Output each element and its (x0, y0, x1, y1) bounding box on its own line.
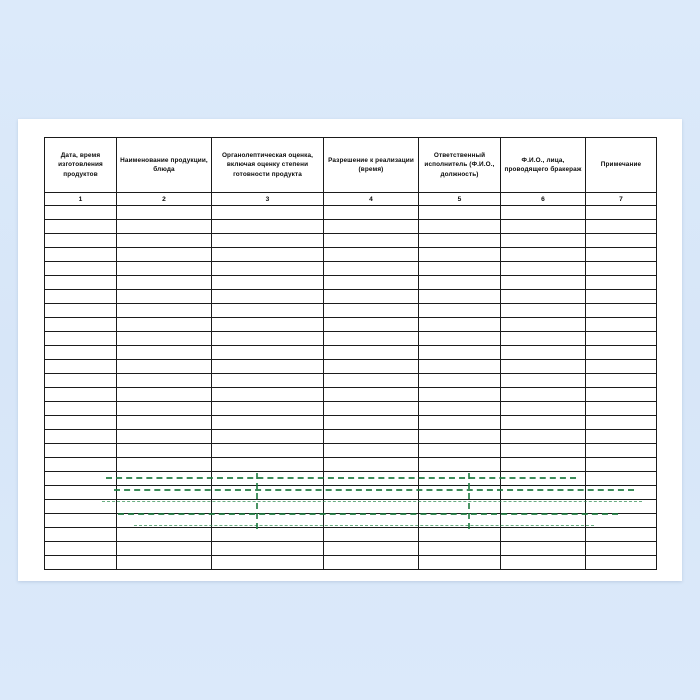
table-row[interactable] (45, 332, 657, 346)
table-cell[interactable] (419, 304, 501, 318)
table-row[interactable] (45, 234, 657, 248)
table-cell[interactable] (117, 262, 212, 276)
table-cell[interactable] (45, 556, 117, 570)
table-row[interactable] (45, 290, 657, 304)
table-cell[interactable] (45, 514, 117, 528)
column-header-7: Примечание (586, 138, 657, 193)
table-number-row (45, 193, 657, 206)
column-header-4: Разрешение к реализации (время) (324, 138, 419, 193)
table-cell[interactable] (117, 234, 212, 248)
table-cell[interactable] (419, 332, 501, 346)
table-row[interactable] (45, 430, 657, 444)
table-cell[interactable] (117, 220, 212, 234)
table-cell[interactable] (586, 304, 657, 318)
table-cell[interactable] (324, 458, 419, 472)
table-cell[interactable] (45, 346, 117, 360)
column-header-5: Ответственный исполнитель (Ф.И.О., должность) (419, 138, 501, 193)
table-cell[interactable] (501, 276, 586, 290)
table-cell[interactable] (419, 430, 501, 444)
table-cell[interactable] (324, 444, 419, 458)
table-cell[interactable] (117, 486, 212, 500)
column-header-1: Дата, время изготовления продуктов (45, 138, 117, 193)
table-cell[interactable] (419, 220, 501, 234)
table-cell[interactable] (501, 262, 586, 276)
table-cell[interactable] (117, 374, 212, 388)
table-cell[interactable] (212, 346, 324, 360)
table-cell[interactable] (117, 346, 212, 360)
table-cell[interactable] (212, 290, 324, 304)
journal-table-wrapper (44, 137, 656, 563)
table-cell[interactable] (324, 234, 419, 248)
column-number-5: 5 (419, 193, 501, 206)
table-cell[interactable] (586, 332, 657, 346)
table-cell[interactable] (117, 206, 212, 220)
table-cell[interactable] (501, 346, 586, 360)
table-cell[interactable] (45, 304, 117, 318)
table-cell[interactable] (501, 472, 586, 486)
table-cell[interactable] (212, 430, 324, 444)
table-row[interactable] (45, 500, 657, 514)
table-cell[interactable] (419, 248, 501, 262)
table-cell[interactable] (324, 332, 419, 346)
table-cell[interactable] (212, 458, 324, 472)
table-cell[interactable] (324, 304, 419, 318)
table-cell[interactable] (324, 346, 419, 360)
table-cell[interactable] (45, 276, 117, 290)
table-row[interactable] (45, 388, 657, 402)
table-cell[interactable] (586, 234, 657, 248)
table-cell[interactable] (501, 402, 586, 416)
table-cell[interactable] (501, 444, 586, 458)
table-row[interactable] (45, 346, 657, 360)
table-cell[interactable] (586, 248, 657, 262)
table-row[interactable] (45, 458, 657, 472)
table-cell[interactable] (324, 528, 419, 542)
table-cell[interactable] (501, 206, 586, 220)
table-cell[interactable] (117, 332, 212, 346)
table-cell[interactable] (586, 402, 657, 416)
table-cell[interactable] (212, 556, 324, 570)
table-cell[interactable] (324, 220, 419, 234)
table-cell[interactable] (586, 206, 657, 220)
table-cell[interactable] (212, 416, 324, 430)
table-cell[interactable] (586, 318, 657, 332)
table-cell[interactable] (586, 556, 657, 570)
table-cell[interactable] (419, 556, 501, 570)
table-cell[interactable] (117, 318, 212, 332)
table-cell[interactable] (212, 374, 324, 388)
table-cell[interactable] (586, 486, 657, 500)
table-cell[interactable] (212, 276, 324, 290)
column-number-6: 6 (501, 193, 586, 206)
table-cell[interactable] (419, 528, 501, 542)
table-cell[interactable] (501, 500, 586, 514)
table-cell[interactable] (501, 332, 586, 346)
table-cell[interactable] (45, 486, 117, 500)
table-cell[interactable] (117, 458, 212, 472)
table-cell[interactable] (324, 556, 419, 570)
table-cell[interactable] (586, 220, 657, 234)
table-cell[interactable] (419, 514, 501, 528)
table-cell[interactable] (419, 458, 501, 472)
table-cell[interactable] (45, 234, 117, 248)
table-cell[interactable] (212, 220, 324, 234)
table-cell[interactable] (419, 234, 501, 248)
table-cell[interactable] (212, 234, 324, 248)
table-cell[interactable] (117, 556, 212, 570)
table-cell[interactable] (212, 332, 324, 346)
table-row[interactable] (45, 528, 657, 542)
table-cell[interactable] (419, 402, 501, 416)
table-row[interactable] (45, 486, 657, 500)
table-cell[interactable] (419, 346, 501, 360)
table-cell[interactable] (212, 486, 324, 500)
table-cell[interactable] (117, 304, 212, 318)
column-number-2: 2 (117, 193, 212, 206)
table-cell[interactable] (45, 262, 117, 276)
table-cell[interactable] (117, 402, 212, 416)
table-cell[interactable] (586, 360, 657, 374)
table-cell[interactable] (586, 346, 657, 360)
table-cell[interactable] (419, 318, 501, 332)
table-cell[interactable] (324, 360, 419, 374)
table-cell[interactable] (324, 318, 419, 332)
table-cell[interactable] (45, 332, 117, 346)
table-cell[interactable] (324, 486, 419, 500)
table-cell[interactable] (501, 290, 586, 304)
table-cell[interactable] (586, 514, 657, 528)
table-cell[interactable] (212, 444, 324, 458)
table-cell[interactable] (212, 318, 324, 332)
document-sheet (18, 119, 682, 581)
table-row[interactable] (45, 248, 657, 262)
table-cell[interactable] (212, 206, 324, 220)
table-row[interactable] (45, 402, 657, 416)
table-cell[interactable] (45, 472, 117, 486)
table-cell[interactable] (419, 206, 501, 220)
table-cell[interactable] (419, 388, 501, 402)
table-cell[interactable] (501, 542, 586, 556)
table-cell[interactable] (212, 528, 324, 542)
table-cell[interactable] (501, 234, 586, 248)
column-number-3: 3 (212, 193, 324, 206)
table-row[interactable] (45, 514, 657, 528)
table-cell[interactable] (501, 458, 586, 472)
table-cell[interactable] (419, 444, 501, 458)
table-row[interactable] (45, 556, 657, 570)
table-row[interactable] (45, 220, 657, 234)
table-cell[interactable] (117, 444, 212, 458)
table-cell[interactable] (501, 430, 586, 444)
table-row[interactable] (45, 374, 657, 388)
table-cell[interactable] (419, 486, 501, 500)
table-cell[interactable] (45, 206, 117, 220)
table-row[interactable] (45, 276, 657, 290)
table-cell[interactable] (45, 374, 117, 388)
table-cell[interactable] (419, 262, 501, 276)
table-cell[interactable] (586, 444, 657, 458)
table-cell[interactable] (212, 248, 324, 262)
column-header-2: Наименование продукции, блюда (117, 138, 212, 193)
table-cell[interactable] (586, 416, 657, 430)
table-cell[interactable] (324, 290, 419, 304)
table-cell[interactable] (324, 374, 419, 388)
table-cell[interactable] (212, 360, 324, 374)
table-cell[interactable] (212, 500, 324, 514)
table-cell[interactable] (324, 500, 419, 514)
table-cell[interactable] (501, 486, 586, 500)
table-cell[interactable] (212, 514, 324, 528)
table-row[interactable] (45, 206, 657, 220)
table-cell[interactable] (117, 290, 212, 304)
table-cell[interactable] (324, 514, 419, 528)
table-cell[interactable] (117, 416, 212, 430)
table-row[interactable] (45, 360, 657, 374)
table-cell[interactable] (324, 206, 419, 220)
column-header-3: Органолептическая оценка, включая оценку степени готовности продукта (212, 138, 324, 193)
table-cell[interactable] (45, 360, 117, 374)
table-cell[interactable] (419, 472, 501, 486)
table-cell[interactable] (501, 220, 586, 234)
table-header-row (45, 138, 657, 193)
table-cell[interactable] (117, 248, 212, 262)
table-cell[interactable] (501, 388, 586, 402)
table-row[interactable] (45, 472, 657, 486)
table-cell[interactable] (501, 514, 586, 528)
table-cell[interactable] (501, 318, 586, 332)
table-cell[interactable] (45, 528, 117, 542)
table-cell[interactable] (586, 276, 657, 290)
table-cell[interactable] (324, 262, 419, 276)
table-cell[interactable] (501, 374, 586, 388)
column-number-4: 4 (324, 193, 419, 206)
table-cell[interactable] (117, 542, 212, 556)
table-cell[interactable] (501, 360, 586, 374)
table-row[interactable] (45, 416, 657, 430)
table-cell[interactable] (324, 402, 419, 416)
table-cell[interactable] (45, 458, 117, 472)
table-cell[interactable] (419, 290, 501, 304)
table-cell[interactable] (419, 542, 501, 556)
table-row[interactable] (45, 304, 657, 318)
table-cell[interactable] (501, 304, 586, 318)
table-cell[interactable] (117, 472, 212, 486)
table-cell[interactable] (212, 262, 324, 276)
table-cell[interactable] (586, 528, 657, 542)
table-cell[interactable] (586, 388, 657, 402)
table-cell[interactable] (419, 416, 501, 430)
table-cell[interactable] (117, 514, 212, 528)
table-cell[interactable] (117, 500, 212, 514)
table-row[interactable] (45, 318, 657, 332)
journal-table (44, 137, 657, 570)
table-cell[interactable] (586, 430, 657, 444)
table-cell[interactable] (586, 290, 657, 304)
table-cell[interactable] (419, 276, 501, 290)
table-cell[interactable] (419, 374, 501, 388)
table-body (45, 206, 657, 570)
table-cell[interactable] (586, 262, 657, 276)
table-cell[interactable] (324, 388, 419, 402)
table-cell[interactable] (45, 402, 117, 416)
table-cell[interactable] (45, 220, 117, 234)
table-cell[interactable] (45, 318, 117, 332)
table-cell[interactable] (45, 500, 117, 514)
table-cell[interactable] (212, 542, 324, 556)
table-cell[interactable] (501, 416, 586, 430)
column-number-7: 7 (586, 193, 657, 206)
table-cell[interactable] (324, 472, 419, 486)
table-cell[interactable] (586, 542, 657, 556)
table-cell[interactable] (212, 388, 324, 402)
table-cell[interactable] (324, 276, 419, 290)
table-cell[interactable] (586, 500, 657, 514)
table-cell[interactable] (212, 472, 324, 486)
table-cell[interactable] (117, 528, 212, 542)
table-cell[interactable] (324, 416, 419, 430)
table-cell[interactable] (212, 304, 324, 318)
table-cell[interactable] (117, 388, 212, 402)
column-number-1: 1 (45, 193, 117, 206)
table-cell[interactable] (117, 360, 212, 374)
table-cell[interactable] (45, 542, 117, 556)
table-cell[interactable] (45, 248, 117, 262)
table-cell[interactable] (324, 430, 419, 444)
table-cell[interactable] (117, 430, 212, 444)
table-cell[interactable] (324, 248, 419, 262)
table-row[interactable] (45, 262, 657, 276)
table-cell[interactable] (419, 360, 501, 374)
table-cell[interactable] (586, 472, 657, 486)
table-cell[interactable] (212, 402, 324, 416)
table-cell[interactable] (45, 444, 117, 458)
table-cell[interactable] (586, 458, 657, 472)
table-cell[interactable] (501, 556, 586, 570)
table-cell[interactable] (45, 430, 117, 444)
table-cell[interactable] (45, 416, 117, 430)
table-row[interactable] (45, 542, 657, 556)
table-cell[interactable] (45, 290, 117, 304)
table-cell[interactable] (45, 388, 117, 402)
table-cell[interactable] (501, 528, 586, 542)
table-cell[interactable] (586, 374, 657, 388)
table-cell[interactable] (117, 276, 212, 290)
table-cell[interactable] (501, 248, 586, 262)
table-cell[interactable] (419, 500, 501, 514)
table-row[interactable] (45, 444, 657, 458)
column-header-6: Ф.И.О., лица, проводящего бракераж (501, 138, 586, 193)
table-cell[interactable] (324, 542, 419, 556)
